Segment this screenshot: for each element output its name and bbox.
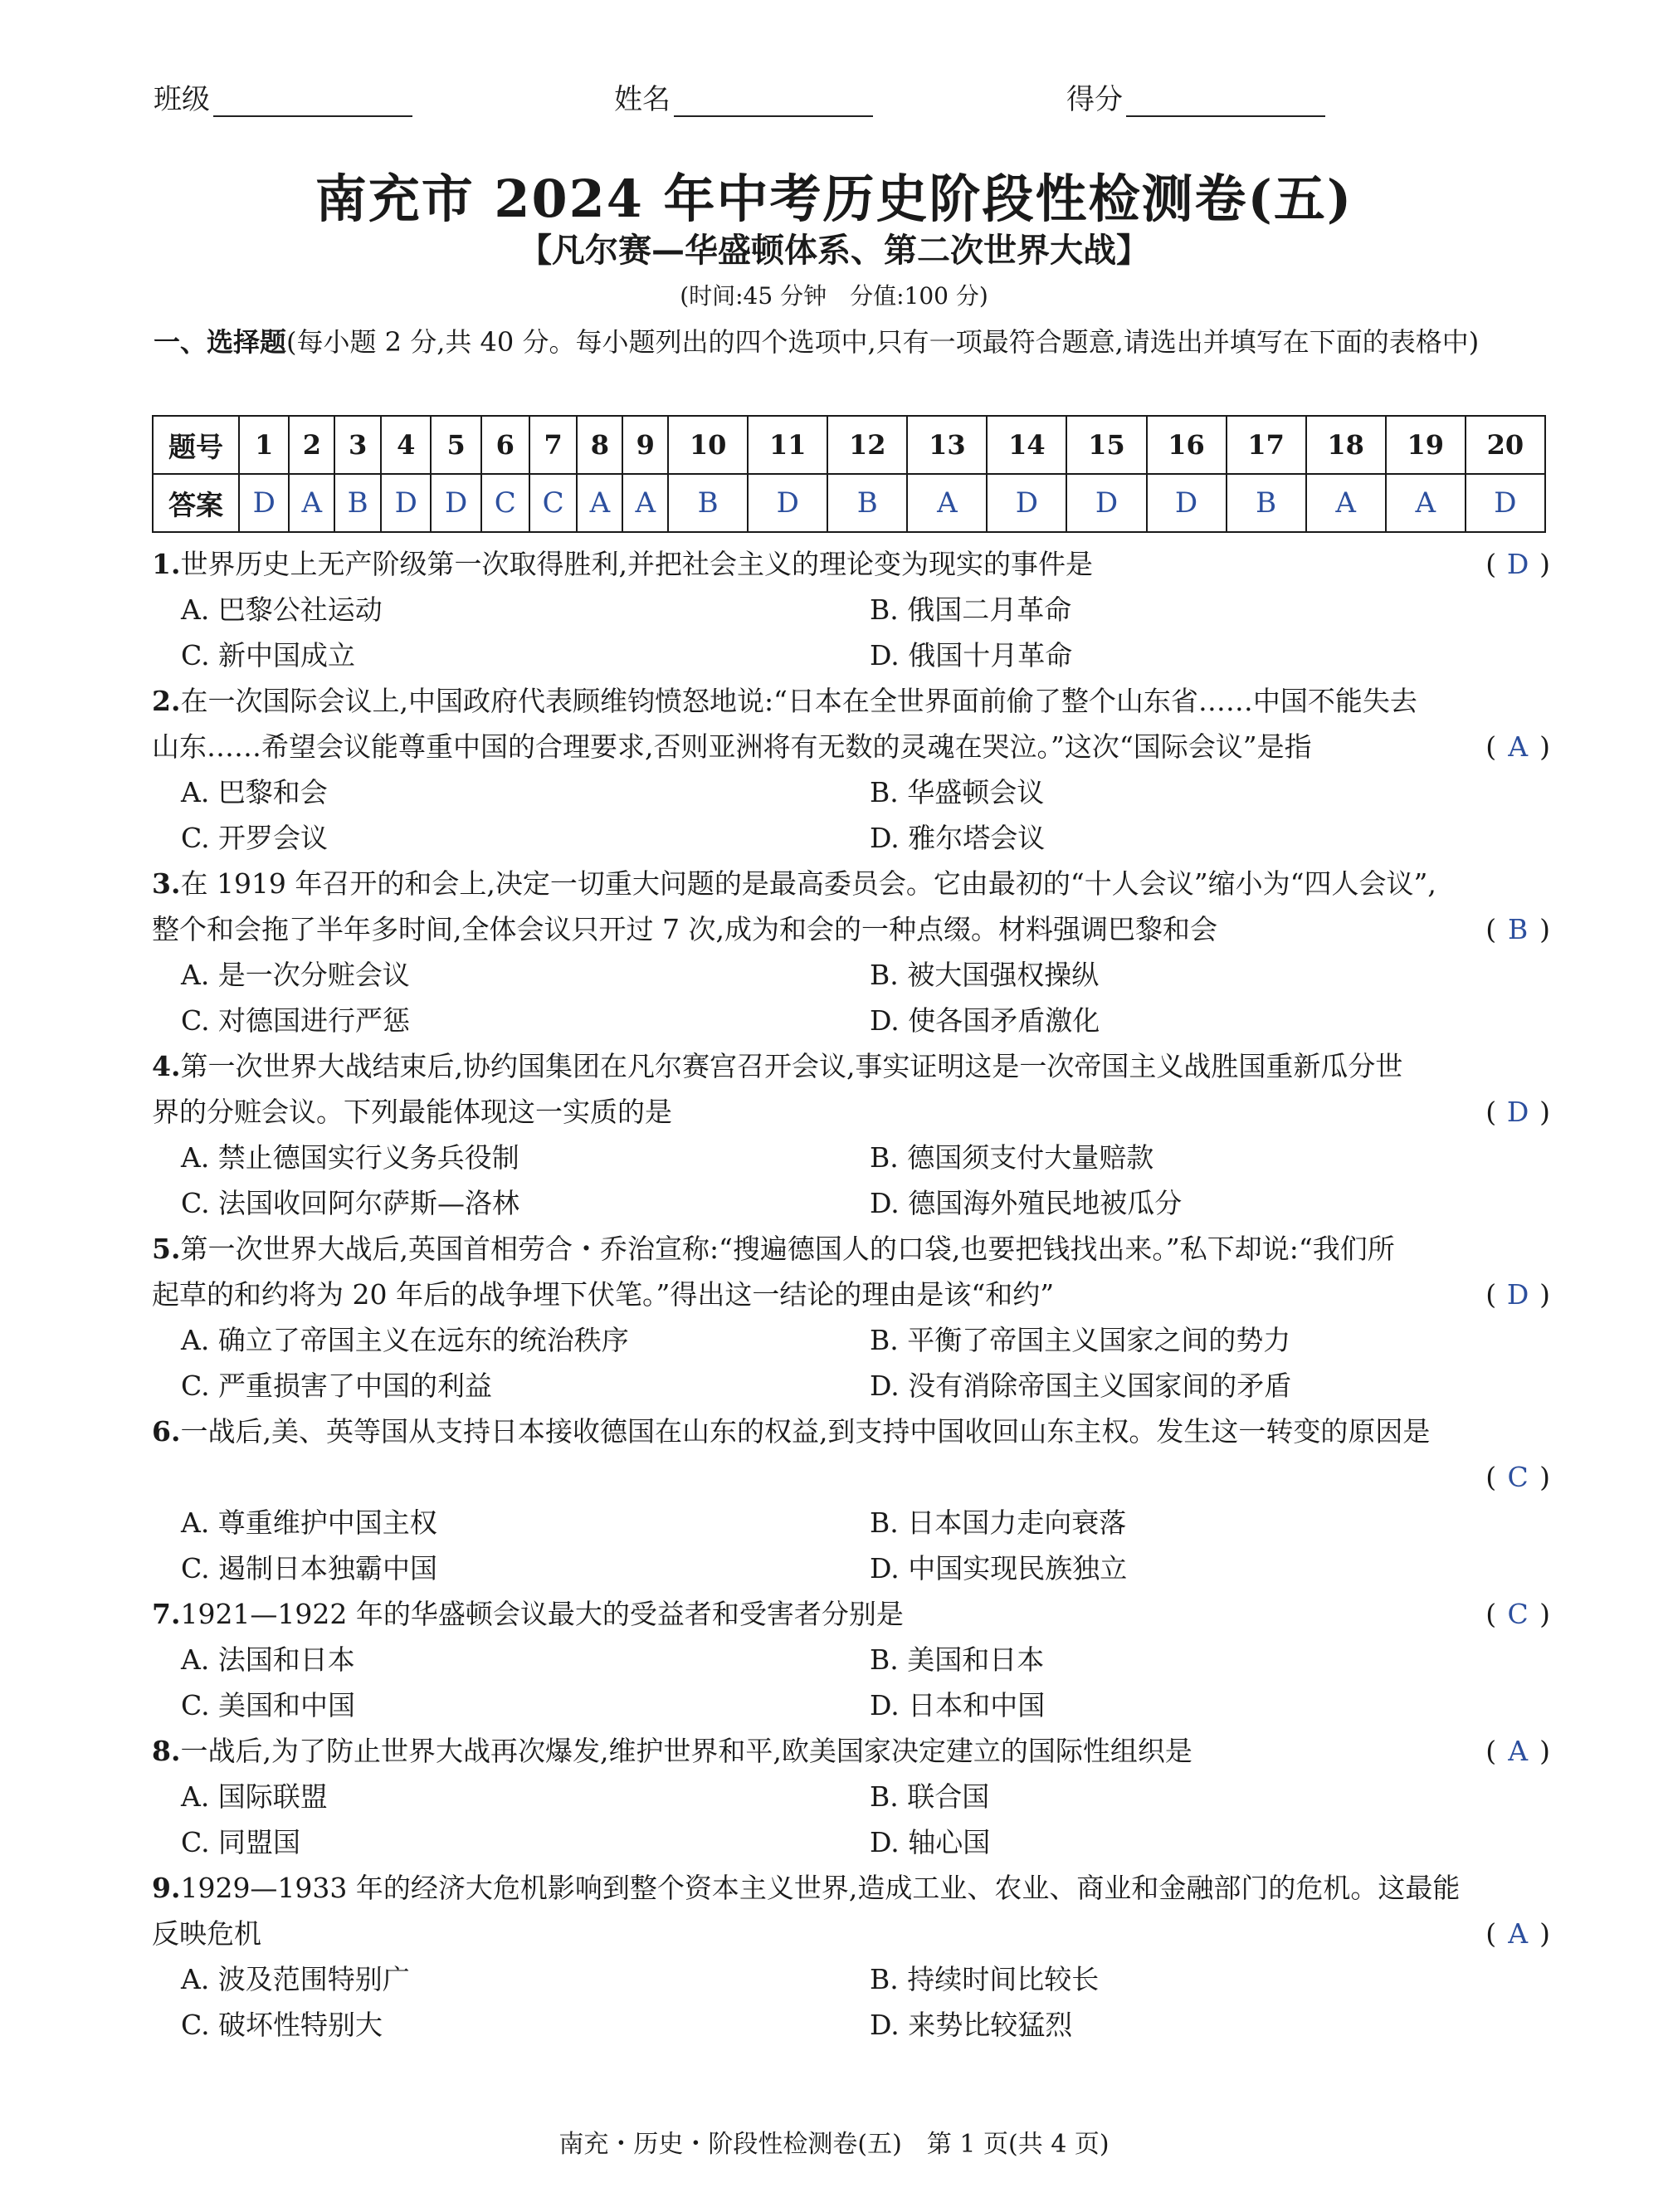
question-stem-continued bbox=[152, 1089, 1550, 1135]
answer-cell[interactable]: B bbox=[668, 474, 748, 532]
question-number-cell: 12 bbox=[827, 416, 907, 474]
filled-answer: B bbox=[1507, 913, 1529, 945]
option-item[interactable]: A. 巴黎公社运动 bbox=[181, 593, 383, 626]
question-text: 山东……希望会议能尊重中国的合理要求,否则亚洲将有无数的灵魂在哭泣。”这次“国际会议”是指 bbox=[152, 730, 1312, 763]
option-item[interactable]: B. 美国和日本 bbox=[870, 1643, 1045, 1676]
option-item[interactable]: B. 德国须支付大量赔款 bbox=[870, 1141, 1154, 1174]
question-number-cell: 11 bbox=[748, 416, 827, 474]
option-item[interactable]: D. 德国海外殖民地被瓜分 bbox=[870, 1187, 1183, 1219]
question-number: 6. bbox=[152, 1415, 181, 1448]
answer-cell[interactable]: D bbox=[239, 474, 289, 532]
question-text: 反映危机 bbox=[152, 1917, 261, 1950]
option-grid bbox=[152, 1956, 1550, 2048]
question-number: 3. bbox=[152, 867, 181, 900]
question-number-cell: 19 bbox=[1386, 416, 1466, 474]
option-item[interactable]: D. 没有消除帝国主义国家间的矛盾 bbox=[870, 1370, 1292, 1402]
exam-subtitle: 【凡尔赛—华盛顿体系、第二次世界大战】 bbox=[519, 232, 1149, 270]
question-text: 界的分赃会议。下列最能体现这一实质的是 bbox=[152, 1096, 672, 1128]
question-number-cell: 4 bbox=[381, 416, 431, 474]
question-text: 世界历史上无产阶级第一次取得胜利,并把社会主义的理论变为现实的事件是 bbox=[180, 548, 1093, 580]
question-text: 在一次国际会议上,中国政府代表顾维钧愤怒地说:“日本在全世界面前偷了整个山东省……中国不能失去 bbox=[180, 685, 1417, 717]
class-label: 班级 bbox=[154, 83, 210, 116]
answer-cell[interactable]: C bbox=[481, 474, 529, 532]
option-item[interactable]: A. 是一次分赃会议 bbox=[181, 959, 410, 991]
option-item[interactable]: B. 持续时间比较长 bbox=[870, 1963, 1100, 1995]
option-item[interactable]: C. 美国和中国 bbox=[181, 1689, 356, 1721]
option-grid bbox=[152, 1317, 1550, 1409]
option-item[interactable]: D. 俄国十月革命 bbox=[870, 639, 1073, 671]
answer-cell[interactable]: B bbox=[1227, 474, 1306, 532]
exam-meta: (时间:45 分钟 分值:100 分) bbox=[680, 282, 988, 310]
question-number-cell: 10 bbox=[668, 416, 748, 474]
option-item[interactable]: A. 法国和日本 bbox=[181, 1643, 355, 1676]
option-item[interactable]: A. 国际联盟 bbox=[181, 1780, 328, 1813]
question-stem-continued bbox=[152, 906, 1550, 952]
option-item[interactable]: C. 同盟国 bbox=[181, 1826, 301, 1858]
question-number: 4. bbox=[152, 1050, 181, 1082]
question-item bbox=[152, 1409, 1550, 1591]
option-item[interactable]: D. 使各国矛盾激化 bbox=[870, 1004, 1100, 1037]
answer-table-answer-row bbox=[153, 474, 1545, 532]
answer-cell[interactable]: A bbox=[1386, 474, 1466, 532]
question-number: 7. bbox=[152, 1598, 181, 1630]
question-text: 起草的和约将为 20 年后的战争埋下伏笔。”得出这一结论的理由是该“和约” bbox=[152, 1278, 1055, 1311]
answer-cell[interactable]: D bbox=[748, 474, 827, 532]
option-grid bbox=[152, 1637, 1550, 1728]
answer-cell[interactable]: C bbox=[529, 474, 578, 532]
question-item bbox=[152, 1728, 1550, 1865]
answer-table-number-row bbox=[153, 416, 1545, 474]
answer-bracket[interactable]: ( D ) bbox=[1485, 1272, 1550, 1317]
filled-answer: A bbox=[1508, 730, 1529, 763]
answer-cell[interactable]: B bbox=[827, 474, 907, 532]
question-text: 在 1919 年召开的和会上,决定一切重大问题的是最高委员会。它由最初的“十人会议”缩小为“四人会议”, bbox=[180, 867, 1436, 900]
question-stem-continued bbox=[152, 1272, 1550, 1317]
question-text: 1921—1922 年的华盛顿会议最大的受益者和受害者分别是 bbox=[180, 1598, 904, 1630]
exam-title: 南充市 2024 年中考历史阶段性检测卷(五) bbox=[315, 168, 1353, 229]
question-answer-line bbox=[152, 1454, 1550, 1500]
answer-bracket[interactable]: ( D ) bbox=[1485, 1089, 1550, 1135]
question-number: 8. bbox=[152, 1735, 181, 1767]
question-stem bbox=[152, 1591, 1550, 1637]
question-stem bbox=[152, 861, 1550, 906]
answer-cell[interactable]: A bbox=[1306, 474, 1386, 532]
question-stem-continued bbox=[152, 724, 1550, 769]
question-number-cell: 9 bbox=[622, 416, 668, 474]
filled-answer: C bbox=[1507, 1598, 1529, 1630]
answer-bracket[interactable]: ( A ) bbox=[1485, 724, 1550, 769]
option-item[interactable]: A. 波及范围特别广 bbox=[181, 1963, 410, 1995]
question-text: 整个和会拖了半年多时间,全体会议只开过 7 次,成为和会的一种点缀。材料强调巴黎和会 bbox=[152, 913, 1217, 945]
option-item[interactable]: A. 巴黎和会 bbox=[181, 776, 328, 808]
answer-bracket[interactable]: ( C ) bbox=[1485, 1454, 1550, 1500]
question-stem bbox=[152, 541, 1550, 587]
option-item[interactable]: D. 来势比较猛烈 bbox=[870, 2009, 1073, 2041]
question-number-cell: 20 bbox=[1466, 416, 1545, 474]
filled-answer: A bbox=[1508, 1917, 1529, 1950]
option-item[interactable]: D. 中国实现民族独立 bbox=[870, 1552, 1128, 1585]
option-item[interactable]: B. 被大国强权操纵 bbox=[870, 959, 1100, 991]
question-item bbox=[152, 1043, 1550, 1226]
name-blank[interactable] bbox=[674, 82, 873, 117]
question-number-cell: 2 bbox=[289, 416, 334, 474]
question-text: 1929—1933 年的经济大危机影响到整个资本主义世界,造成工业、农业、商业和金融部门的危机。这最能 bbox=[180, 1872, 1461, 1904]
option-item[interactable]: C. 严重损害了中国的利益 bbox=[181, 1370, 493, 1402]
question-number-cell: 8 bbox=[577, 416, 622, 474]
option-item[interactable]: B. 日本国力走向衰落 bbox=[870, 1506, 1127, 1539]
option-item[interactable]: C. 遏制日本独霸中国 bbox=[181, 1552, 438, 1585]
filled-answer: D bbox=[1506, 1278, 1529, 1311]
question-number-cell: 17 bbox=[1227, 416, 1306, 474]
question-stem bbox=[152, 1728, 1550, 1774]
filled-answer: C bbox=[1507, 1461, 1529, 1493]
question-number-cell: 3 bbox=[334, 416, 381, 474]
option-item[interactable]: D. 轴心国 bbox=[870, 1826, 991, 1858]
filled-answer: D bbox=[1506, 548, 1529, 580]
question-text: 第一次世界大战结束后,协约国集团在凡尔赛宫召开会议,事实证明这是一次帝国主义战胜国重新瓜分世 bbox=[180, 1050, 1403, 1082]
answer-bracket[interactable]: ( B ) bbox=[1485, 906, 1550, 952]
answer-row-label: 答案 bbox=[153, 474, 239, 532]
option-item[interactable]: C. 破坏性特别大 bbox=[181, 2009, 383, 2041]
filled-answer: D bbox=[1506, 1096, 1529, 1128]
question-item bbox=[152, 861, 1550, 1043]
question-stem-continued bbox=[152, 1911, 1550, 1956]
option-grid bbox=[152, 1500, 1550, 1591]
answer-cell[interactable]: D bbox=[1466, 474, 1545, 532]
answer-bracket[interactable]: ( D ) bbox=[1485, 541, 1550, 587]
question-stem bbox=[152, 678, 1550, 724]
option-grid bbox=[152, 1774, 1550, 1865]
option-item[interactable]: A. 尊重维护中国主权 bbox=[181, 1506, 437, 1539]
student-info-row bbox=[154, 76, 1514, 120]
question-number-cell: 6 bbox=[481, 416, 529, 474]
option-grid bbox=[152, 952, 1550, 1043]
score-field bbox=[1066, 76, 1325, 117]
question-item bbox=[152, 1226, 1550, 1409]
section-description: (每小题 2 分,共 40 分。每小题列出的四个选项中,只有一项最符合题意,请选出并填写在下面的表格中) bbox=[286, 326, 1480, 358]
name-label: 姓名 bbox=[614, 83, 671, 116]
number-row-label: 题号 bbox=[153, 416, 239, 474]
question-stem bbox=[152, 1043, 1550, 1089]
answer-bracket[interactable]: ( A ) bbox=[1485, 1728, 1550, 1774]
option-item[interactable]: C. 法国收回阿尔萨斯—洛林 bbox=[181, 1187, 520, 1219]
option-item[interactable]: C. 对德国进行严惩 bbox=[181, 1004, 411, 1037]
answer-bracket[interactable]: ( C ) bbox=[1485, 1591, 1550, 1637]
option-item[interactable]: A. 禁止德国实行义务兵役制 bbox=[181, 1141, 519, 1174]
answer-cell[interactable]: D bbox=[1147, 474, 1227, 532]
option-item[interactable]: B. 华盛顿会议 bbox=[870, 776, 1045, 808]
question-number-cell: 13 bbox=[907, 416, 987, 474]
question-number-cell: 5 bbox=[431, 416, 480, 474]
answer-cell[interactable]: A bbox=[289, 474, 334, 532]
question-number-cell: 1 bbox=[239, 416, 289, 474]
answer-cell[interactable]: A bbox=[577, 474, 622, 532]
question-number-cell: 15 bbox=[1066, 416, 1146, 474]
name-field bbox=[614, 76, 873, 117]
question-item bbox=[152, 1591, 1550, 1728]
question-stem bbox=[152, 1409, 1550, 1454]
question-stem bbox=[152, 1226, 1550, 1272]
question-number-cell: 14 bbox=[987, 416, 1066, 474]
option-item[interactable]: D. 日本和中国 bbox=[870, 1689, 1046, 1721]
question-stem bbox=[152, 1865, 1550, 1911]
question-number: 9. bbox=[152, 1872, 181, 1904]
answer-cell[interactable]: B bbox=[334, 474, 381, 532]
section-heading bbox=[154, 320, 1548, 364]
option-grid bbox=[152, 1135, 1550, 1226]
answer-cell[interactable]: D bbox=[1066, 474, 1146, 532]
class-field bbox=[154, 76, 412, 117]
option-item[interactable]: B. 联合国 bbox=[870, 1780, 990, 1813]
option-item[interactable]: D. 雅尔塔会议 bbox=[870, 822, 1046, 854]
question-number-cell: 16 bbox=[1147, 416, 1227, 474]
option-item[interactable]: C. 开罗会议 bbox=[181, 822, 329, 854]
class-blank[interactable] bbox=[213, 82, 412, 117]
question-item bbox=[152, 1865, 1550, 2048]
option-item[interactable]: B. 平衡了帝国主义国家之间的势力 bbox=[870, 1324, 1291, 1356]
answer-table bbox=[152, 415, 1546, 533]
option-grid bbox=[152, 587, 1550, 678]
option-item[interactable]: C. 新中国成立 bbox=[181, 639, 356, 671]
answer-cell[interactable]: D bbox=[381, 474, 431, 532]
question-number: 5. bbox=[152, 1233, 181, 1265]
filled-answer: A bbox=[1508, 1735, 1529, 1767]
score-label: 得分 bbox=[1066, 83, 1123, 116]
question-item bbox=[152, 678, 1550, 861]
answer-cell[interactable]: D bbox=[431, 474, 480, 532]
score-blank[interactable] bbox=[1126, 82, 1325, 117]
question-text: 一战后,美、英等国从支持日本接收德国在山东的权益,到支持中国收回山东主权。发生这一转变的原因是 bbox=[180, 1415, 1431, 1448]
answer-cell[interactable]: D bbox=[987, 474, 1066, 532]
question-text: 第一次世界大战后,英国首相劳合・乔治宣称:“搜遍德国人的口袋,也要把钱找出来。”私下却说:“我们所 bbox=[180, 1233, 1395, 1265]
question-item bbox=[152, 541, 1550, 678]
question-text: 一战后,为了防止世界大战再次爆发,维护世界和平,欧美国家决定建立的国际性组织是 bbox=[180, 1735, 1192, 1767]
question-number: 1. bbox=[152, 548, 181, 580]
question-number: 2. bbox=[152, 685, 181, 717]
option-item[interactable]: B. 俄国二月革命 bbox=[870, 593, 1072, 626]
answer-cell[interactable]: A bbox=[907, 474, 987, 532]
question-list bbox=[152, 541, 1550, 2048]
answer-bracket[interactable]: ( A ) bbox=[1485, 1911, 1550, 1956]
question-number-cell: 18 bbox=[1306, 416, 1386, 474]
answer-cell[interactable]: A bbox=[622, 474, 668, 532]
option-grid bbox=[152, 769, 1550, 861]
option-item[interactable]: A. 确立了帝国主义在远东的统治秩序 bbox=[181, 1324, 629, 1356]
section-title: 一、选择题 bbox=[154, 326, 287, 358]
page-footer: 南充・历史・阶段性检测卷(五) 第 1 页(共 4 页) bbox=[558, 2130, 1110, 2159]
question-number-cell: 7 bbox=[529, 416, 578, 474]
